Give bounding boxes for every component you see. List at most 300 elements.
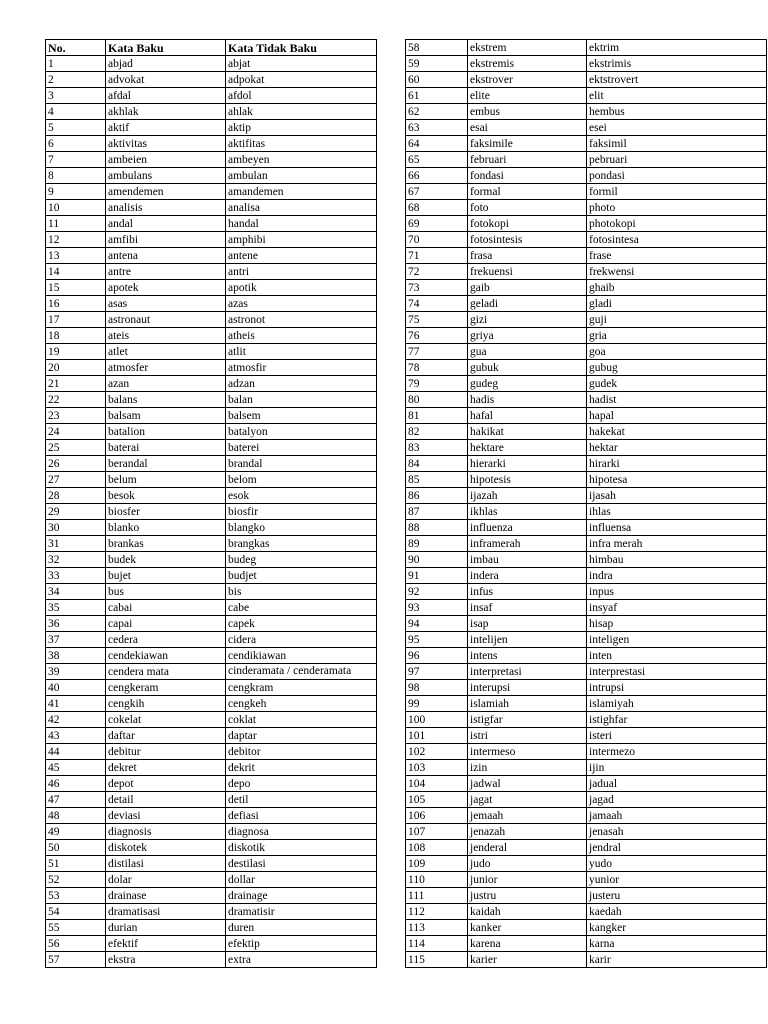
kata-tidak-baku-cell: intrupsi (587, 680, 767, 696)
kata-baku-cell: detail (106, 792, 226, 808)
header-no: No. (46, 40, 106, 56)
table-row (46, 584, 377, 600)
table-row (46, 168, 377, 184)
kata-tidak-baku-cell: cinderamata / cenderamata (226, 664, 377, 680)
kata-baku-cell: balsam (106, 408, 226, 424)
row-number: 86 (406, 488, 468, 504)
kata-baku-cell: antre (106, 264, 226, 280)
kata-baku-cell: andal (106, 216, 226, 232)
kata-tidak-baku-cell: budeg (226, 552, 377, 568)
table-row (406, 856, 767, 872)
kata-baku-cell: infus (468, 584, 587, 600)
row-number: 11 (46, 216, 106, 232)
kata-baku-cell: cengkeram (106, 680, 226, 696)
kata-tidak-baku-cell: intermezo (587, 744, 767, 760)
kata-baku-cell: karena (468, 936, 587, 952)
row-number: 83 (406, 440, 468, 456)
row-number: 17 (46, 312, 106, 328)
kata-baku-cell: analisis (106, 200, 226, 216)
kata-tidak-baku-cell: afdol (226, 88, 377, 104)
row-number: 56 (46, 936, 106, 952)
kata-baku-cell: diskotek (106, 840, 226, 856)
table-row (406, 504, 767, 520)
kata-tidak-baku-cell: yudo (587, 856, 767, 872)
row-number: 95 (406, 632, 468, 648)
kata-tidak-baku-cell: isteri (587, 728, 767, 744)
kata-tidak-baku-cell: hadist (587, 392, 767, 408)
kata-tidak-baku-cell: formil (587, 184, 767, 200)
table-row (46, 88, 377, 104)
table-row (406, 312, 767, 328)
kata-tidak-baku-cell: dollar (226, 872, 377, 888)
kata-tidak-baku-cell: influensa (587, 520, 767, 536)
table-row (46, 120, 377, 136)
table-row (46, 152, 377, 168)
kata-tidak-baku-cell: ambeyen (226, 152, 377, 168)
row-number: 40 (46, 680, 106, 696)
kata-baku-cell: abjad (106, 56, 226, 72)
kata-baku-cell: jemaah (468, 808, 587, 824)
kata-baku-cell: isap (468, 616, 587, 632)
kata-baku-cell: gizi (468, 312, 587, 328)
kata-baku-cell: hakikat (468, 424, 587, 440)
table-row (406, 952, 767, 968)
kata-tidak-baku-cell: debitor (226, 744, 377, 760)
table-row (406, 728, 767, 744)
kata-tidak-baku-cell: capek (226, 616, 377, 632)
kata-baku-cell: jadwal (468, 776, 587, 792)
row-number: 3 (46, 88, 106, 104)
row-number: 67 (406, 184, 468, 200)
kata-baku-cell: junior (468, 872, 587, 888)
table-row (46, 296, 377, 312)
row-number: 112 (406, 904, 468, 920)
kata-tidak-baku-cell: baterei (226, 440, 377, 456)
table-row (406, 776, 767, 792)
kata-tidak-baku-cell: destilasi (226, 856, 377, 872)
kata-baku-cell: jenazah (468, 824, 587, 840)
row-number: 18 (46, 328, 106, 344)
row-number: 4 (46, 104, 106, 120)
kata-tidak-baku-cell: kaedah (587, 904, 767, 920)
table-row (46, 840, 377, 856)
table-row (46, 104, 377, 120)
kata-tidak-baku-cell: ektrim (587, 40, 767, 56)
row-number: 14 (46, 264, 106, 280)
row-number: 50 (46, 840, 106, 856)
kata-tidak-baku-cell: jendral (587, 840, 767, 856)
kata-baku-cell: afdal (106, 88, 226, 104)
row-number: 29 (46, 504, 106, 520)
table-row (406, 664, 767, 680)
kata-tidak-baku-cell: ghaib (587, 280, 767, 296)
row-number: 26 (46, 456, 106, 472)
row-number: 51 (46, 856, 106, 872)
kata-tidak-baku-cell: inten (587, 648, 767, 664)
row-number: 32 (46, 552, 106, 568)
table-row (406, 184, 767, 200)
kata-baku-cell: elite (468, 88, 587, 104)
kata-baku-cell: justru (468, 888, 587, 904)
kata-baku-cell: istigfar (468, 712, 587, 728)
table-row (46, 824, 377, 840)
kata-tidak-baku-cell: istighfar (587, 712, 767, 728)
row-number: 88 (406, 520, 468, 536)
table-row (46, 920, 377, 936)
table-row (406, 376, 767, 392)
kata-tidak-baku-cell: belom (226, 472, 377, 488)
kata-baku-cell: faksimile (468, 136, 587, 152)
table-row (46, 264, 377, 280)
kata-tidak-baku-cell: daptar (226, 728, 377, 744)
kata-tidak-baku-cell: frase (587, 248, 767, 264)
row-number: 75 (406, 312, 468, 328)
table-row (46, 632, 377, 648)
kata-tidak-baku-cell: dramatisir (226, 904, 377, 920)
kata-baku-cell: griya (468, 328, 587, 344)
row-number: 9 (46, 184, 106, 200)
table-row (406, 152, 767, 168)
kata-tidak-baku-cell: depo (226, 776, 377, 792)
table-row (406, 536, 767, 552)
table-row (46, 184, 377, 200)
kata-tidak-baku-cell: cengkeh (226, 696, 377, 712)
table-row (406, 120, 767, 136)
kata-tidak-baku-cell: azas (226, 296, 377, 312)
table-header-row (46, 40, 377, 56)
row-number: 36 (46, 616, 106, 632)
row-number: 76 (406, 328, 468, 344)
table-row (46, 216, 377, 232)
kata-baku-cell: debitur (106, 744, 226, 760)
kata-baku-cell: ekstra (106, 952, 226, 968)
kata-baku-cell: hadis (468, 392, 587, 408)
kata-baku-cell: antena (106, 248, 226, 264)
row-number: 79 (406, 376, 468, 392)
kata-tidak-baku-cell: biosfir (226, 504, 377, 520)
table-row (46, 776, 377, 792)
kata-baku-cell: cengkih (106, 696, 226, 712)
table-row (406, 248, 767, 264)
kata-tidak-baku-cell: drainage (226, 888, 377, 904)
table-row (46, 232, 377, 248)
kata-tidak-baku-cell: pondasi (587, 168, 767, 184)
row-number: 70 (406, 232, 468, 248)
row-number: 110 (406, 872, 468, 888)
kata-tidak-baku-cell: balsem (226, 408, 377, 424)
kata-baku-cell: influenza (468, 520, 587, 536)
row-number: 111 (406, 888, 468, 904)
kata-tidak-baku-cell: hektar (587, 440, 767, 456)
row-number: 77 (406, 344, 468, 360)
table-row (406, 840, 767, 856)
table-row (46, 344, 377, 360)
row-number: 74 (406, 296, 468, 312)
table-row (406, 712, 767, 728)
row-number: 16 (46, 296, 106, 312)
kata-tidak-baku-cell: cidera (226, 632, 377, 648)
word-table-right (405, 39, 767, 968)
table-row (406, 632, 767, 648)
table-row (46, 392, 377, 408)
kata-tidak-baku-cell: indra (587, 568, 767, 584)
table-row (46, 360, 377, 376)
row-number: 58 (406, 40, 468, 56)
kata-baku-cell: kaidah (468, 904, 587, 920)
kata-baku-cell: judo (468, 856, 587, 872)
kata-tidak-baku-cell: cabe (226, 600, 377, 616)
table-row (46, 504, 377, 520)
header-kata-tidak-baku: Kata Tidak Baku (226, 40, 377, 56)
table-row (406, 760, 767, 776)
table-row (406, 232, 767, 248)
kata-baku-cell: cendekiawan (106, 648, 226, 664)
kata-baku-cell: hipotesis (468, 472, 587, 488)
row-number: 108 (406, 840, 468, 856)
row-number: 54 (46, 904, 106, 920)
table-row (406, 472, 767, 488)
kata-baku-cell: azan (106, 376, 226, 392)
kata-baku-cell: istri (468, 728, 587, 744)
kata-tidak-baku-cell: gudek (587, 376, 767, 392)
kata-baku-cell: imbau (468, 552, 587, 568)
table-row (46, 520, 377, 536)
row-number: 99 (406, 696, 468, 712)
kata-tidak-baku-cell: detil (226, 792, 377, 808)
kata-baku-cell: ekstremis (468, 56, 587, 72)
table-row (46, 648, 377, 664)
table-row (406, 568, 767, 584)
table-row (406, 40, 767, 56)
kata-tidak-baku-cell: gria (587, 328, 767, 344)
kata-tidak-baku-cell: hapal (587, 408, 767, 424)
table-row (46, 280, 377, 296)
kata-tidak-baku-cell: apotik (226, 280, 377, 296)
table-row (46, 712, 377, 728)
kata-tidak-baku-cell: adzan (226, 376, 377, 392)
kata-baku-cell: karier (468, 952, 587, 968)
row-number: 113 (406, 920, 468, 936)
row-number: 42 (46, 712, 106, 728)
kata-baku-cell: ikhlas (468, 504, 587, 520)
kata-tidak-baku-cell: jamaah (587, 808, 767, 824)
row-number: 102 (406, 744, 468, 760)
row-number: 47 (46, 792, 106, 808)
kata-baku-cell: daftar (106, 728, 226, 744)
kata-baku-cell: akhlak (106, 104, 226, 120)
kata-baku-cell: esai (468, 120, 587, 136)
kata-tidak-baku-cell: coklat (226, 712, 377, 728)
row-number: 71 (406, 248, 468, 264)
row-number: 94 (406, 616, 468, 632)
kata-tidak-baku-cell: amandemen (226, 184, 377, 200)
kata-baku-cell: aktivitas (106, 136, 226, 152)
kata-tidak-baku-cell: antri (226, 264, 377, 280)
kata-tidak-baku-cell: aktip (226, 120, 377, 136)
kata-tidak-baku-cell: goa (587, 344, 767, 360)
kata-tidak-baku-cell: interprestasi (587, 664, 767, 680)
table-row (46, 600, 377, 616)
kata-tidak-baku-cell: batalyon (226, 424, 377, 440)
row-number: 96 (406, 648, 468, 664)
kata-tidak-baku-cell: pebruari (587, 152, 767, 168)
kata-baku-cell: deviasi (106, 808, 226, 824)
kata-baku-cell: depot (106, 776, 226, 792)
kata-tidak-baku-cell: balan (226, 392, 377, 408)
table-row (406, 328, 767, 344)
row-number: 106 (406, 808, 468, 824)
table-row (406, 216, 767, 232)
kata-baku-cell: geladi (468, 296, 587, 312)
row-number: 72 (406, 264, 468, 280)
row-number: 34 (46, 584, 106, 600)
table-row (406, 56, 767, 72)
kata-tidak-baku-cell: gubug (587, 360, 767, 376)
table-row (406, 920, 767, 936)
table-row (46, 200, 377, 216)
kata-baku-cell: frekuensi (468, 264, 587, 280)
kata-baku-cell: asas (106, 296, 226, 312)
table-row (406, 696, 767, 712)
row-number: 98 (406, 680, 468, 696)
kata-baku-cell: efektif (106, 936, 226, 952)
table-row (406, 680, 767, 696)
table-row (406, 280, 767, 296)
kata-tidak-baku-cell: duren (226, 920, 377, 936)
table-row (406, 744, 767, 760)
kata-tidak-baku-cell: himbau (587, 552, 767, 568)
row-number: 44 (46, 744, 106, 760)
table-row (406, 408, 767, 424)
row-number: 109 (406, 856, 468, 872)
kata-tidak-baku-cell: hisap (587, 616, 767, 632)
table-row (46, 952, 377, 968)
row-number: 60 (406, 72, 468, 88)
row-number: 6 (46, 136, 106, 152)
row-number: 37 (46, 632, 106, 648)
table-row (46, 568, 377, 584)
table-row (406, 392, 767, 408)
row-number: 57 (46, 952, 106, 968)
table-row (406, 104, 767, 120)
row-number: 8 (46, 168, 106, 184)
table-row (46, 408, 377, 424)
kata-baku-cell: formal (468, 184, 587, 200)
table-row (46, 728, 377, 744)
table-row (406, 872, 767, 888)
kata-tidak-baku-cell: frekwensi (587, 264, 767, 280)
row-number: 89 (406, 536, 468, 552)
table-body-left (46, 56, 377, 968)
kata-baku-cell: hektare (468, 440, 587, 456)
kata-tidak-baku-cell: fotosintesa (587, 232, 767, 248)
kata-baku-cell: embus (468, 104, 587, 120)
row-number: 2 (46, 72, 106, 88)
kata-tidak-baku-cell: gladi (587, 296, 767, 312)
kata-tidak-baku-cell: jagad (587, 792, 767, 808)
kata-tidak-baku-cell: ijasah (587, 488, 767, 504)
kata-tidak-baku-cell: hembus (587, 104, 767, 120)
row-number: 45 (46, 760, 106, 776)
row-number: 69 (406, 216, 468, 232)
row-number: 27 (46, 472, 106, 488)
kata-baku-cell: fondasi (468, 168, 587, 184)
table-row (406, 424, 767, 440)
row-number: 33 (46, 568, 106, 584)
table-row (406, 168, 767, 184)
kata-tidak-baku-cell: ihlas (587, 504, 767, 520)
kata-baku-cell: amendemen (106, 184, 226, 200)
kata-tidak-baku-cell: islamiyah (587, 696, 767, 712)
row-number: 43 (46, 728, 106, 744)
kata-baku-cell: baterai (106, 440, 226, 456)
kata-baku-cell: belum (106, 472, 226, 488)
kata-tidak-baku-cell: brangkas (226, 536, 377, 552)
kata-baku-cell: atlet (106, 344, 226, 360)
row-number: 73 (406, 280, 468, 296)
kata-tidak-baku-cell: brandal (226, 456, 377, 472)
row-number: 107 (406, 824, 468, 840)
table-row (46, 552, 377, 568)
table-row (46, 760, 377, 776)
table-row (406, 200, 767, 216)
table-row (46, 312, 377, 328)
kata-tidak-baku-cell: faksimil (587, 136, 767, 152)
kata-baku-cell: capai (106, 616, 226, 632)
table-row (46, 424, 377, 440)
row-number: 21 (46, 376, 106, 392)
kata-tidak-baku-cell: cendikiawan (226, 648, 377, 664)
kata-baku-cell: batalion (106, 424, 226, 440)
table-row (406, 488, 767, 504)
row-number: 13 (46, 248, 106, 264)
kata-baku-cell: astronaut (106, 312, 226, 328)
kata-baku-cell: ambeien (106, 152, 226, 168)
row-number: 5 (46, 120, 106, 136)
table-row (406, 456, 767, 472)
row-number: 82 (406, 424, 468, 440)
table-row (46, 696, 377, 712)
kata-baku-cell: interpretasi (468, 664, 587, 680)
table-row (406, 888, 767, 904)
table-row (406, 72, 767, 88)
kata-baku-cell: ateis (106, 328, 226, 344)
kata-tidak-baku-cell: jadual (587, 776, 767, 792)
kata-baku-cell: berandal (106, 456, 226, 472)
table-row (46, 136, 377, 152)
kata-baku-cell: intermeso (468, 744, 587, 760)
kata-tidak-baku-cell: jenasah (587, 824, 767, 840)
row-number: 20 (46, 360, 106, 376)
row-number: 85 (406, 472, 468, 488)
kata-baku-cell: fotokopi (468, 216, 587, 232)
table-row (46, 904, 377, 920)
kata-tidak-baku-cell: hakekat (587, 424, 767, 440)
kata-tidak-baku-cell: antene (226, 248, 377, 264)
row-number: 101 (406, 728, 468, 744)
kata-baku-cell: gaib (468, 280, 587, 296)
table-row (406, 824, 767, 840)
kata-baku-cell: drainase (106, 888, 226, 904)
kata-baku-cell: februari (468, 152, 587, 168)
kata-baku-cell: apotek (106, 280, 226, 296)
table-row (46, 248, 377, 264)
kata-baku-cell: bujet (106, 568, 226, 584)
table-row (406, 600, 767, 616)
kata-baku-cell: cendera mata (106, 664, 226, 680)
kata-baku-cell: ijazah (468, 488, 587, 504)
word-table-left (45, 39, 377, 968)
